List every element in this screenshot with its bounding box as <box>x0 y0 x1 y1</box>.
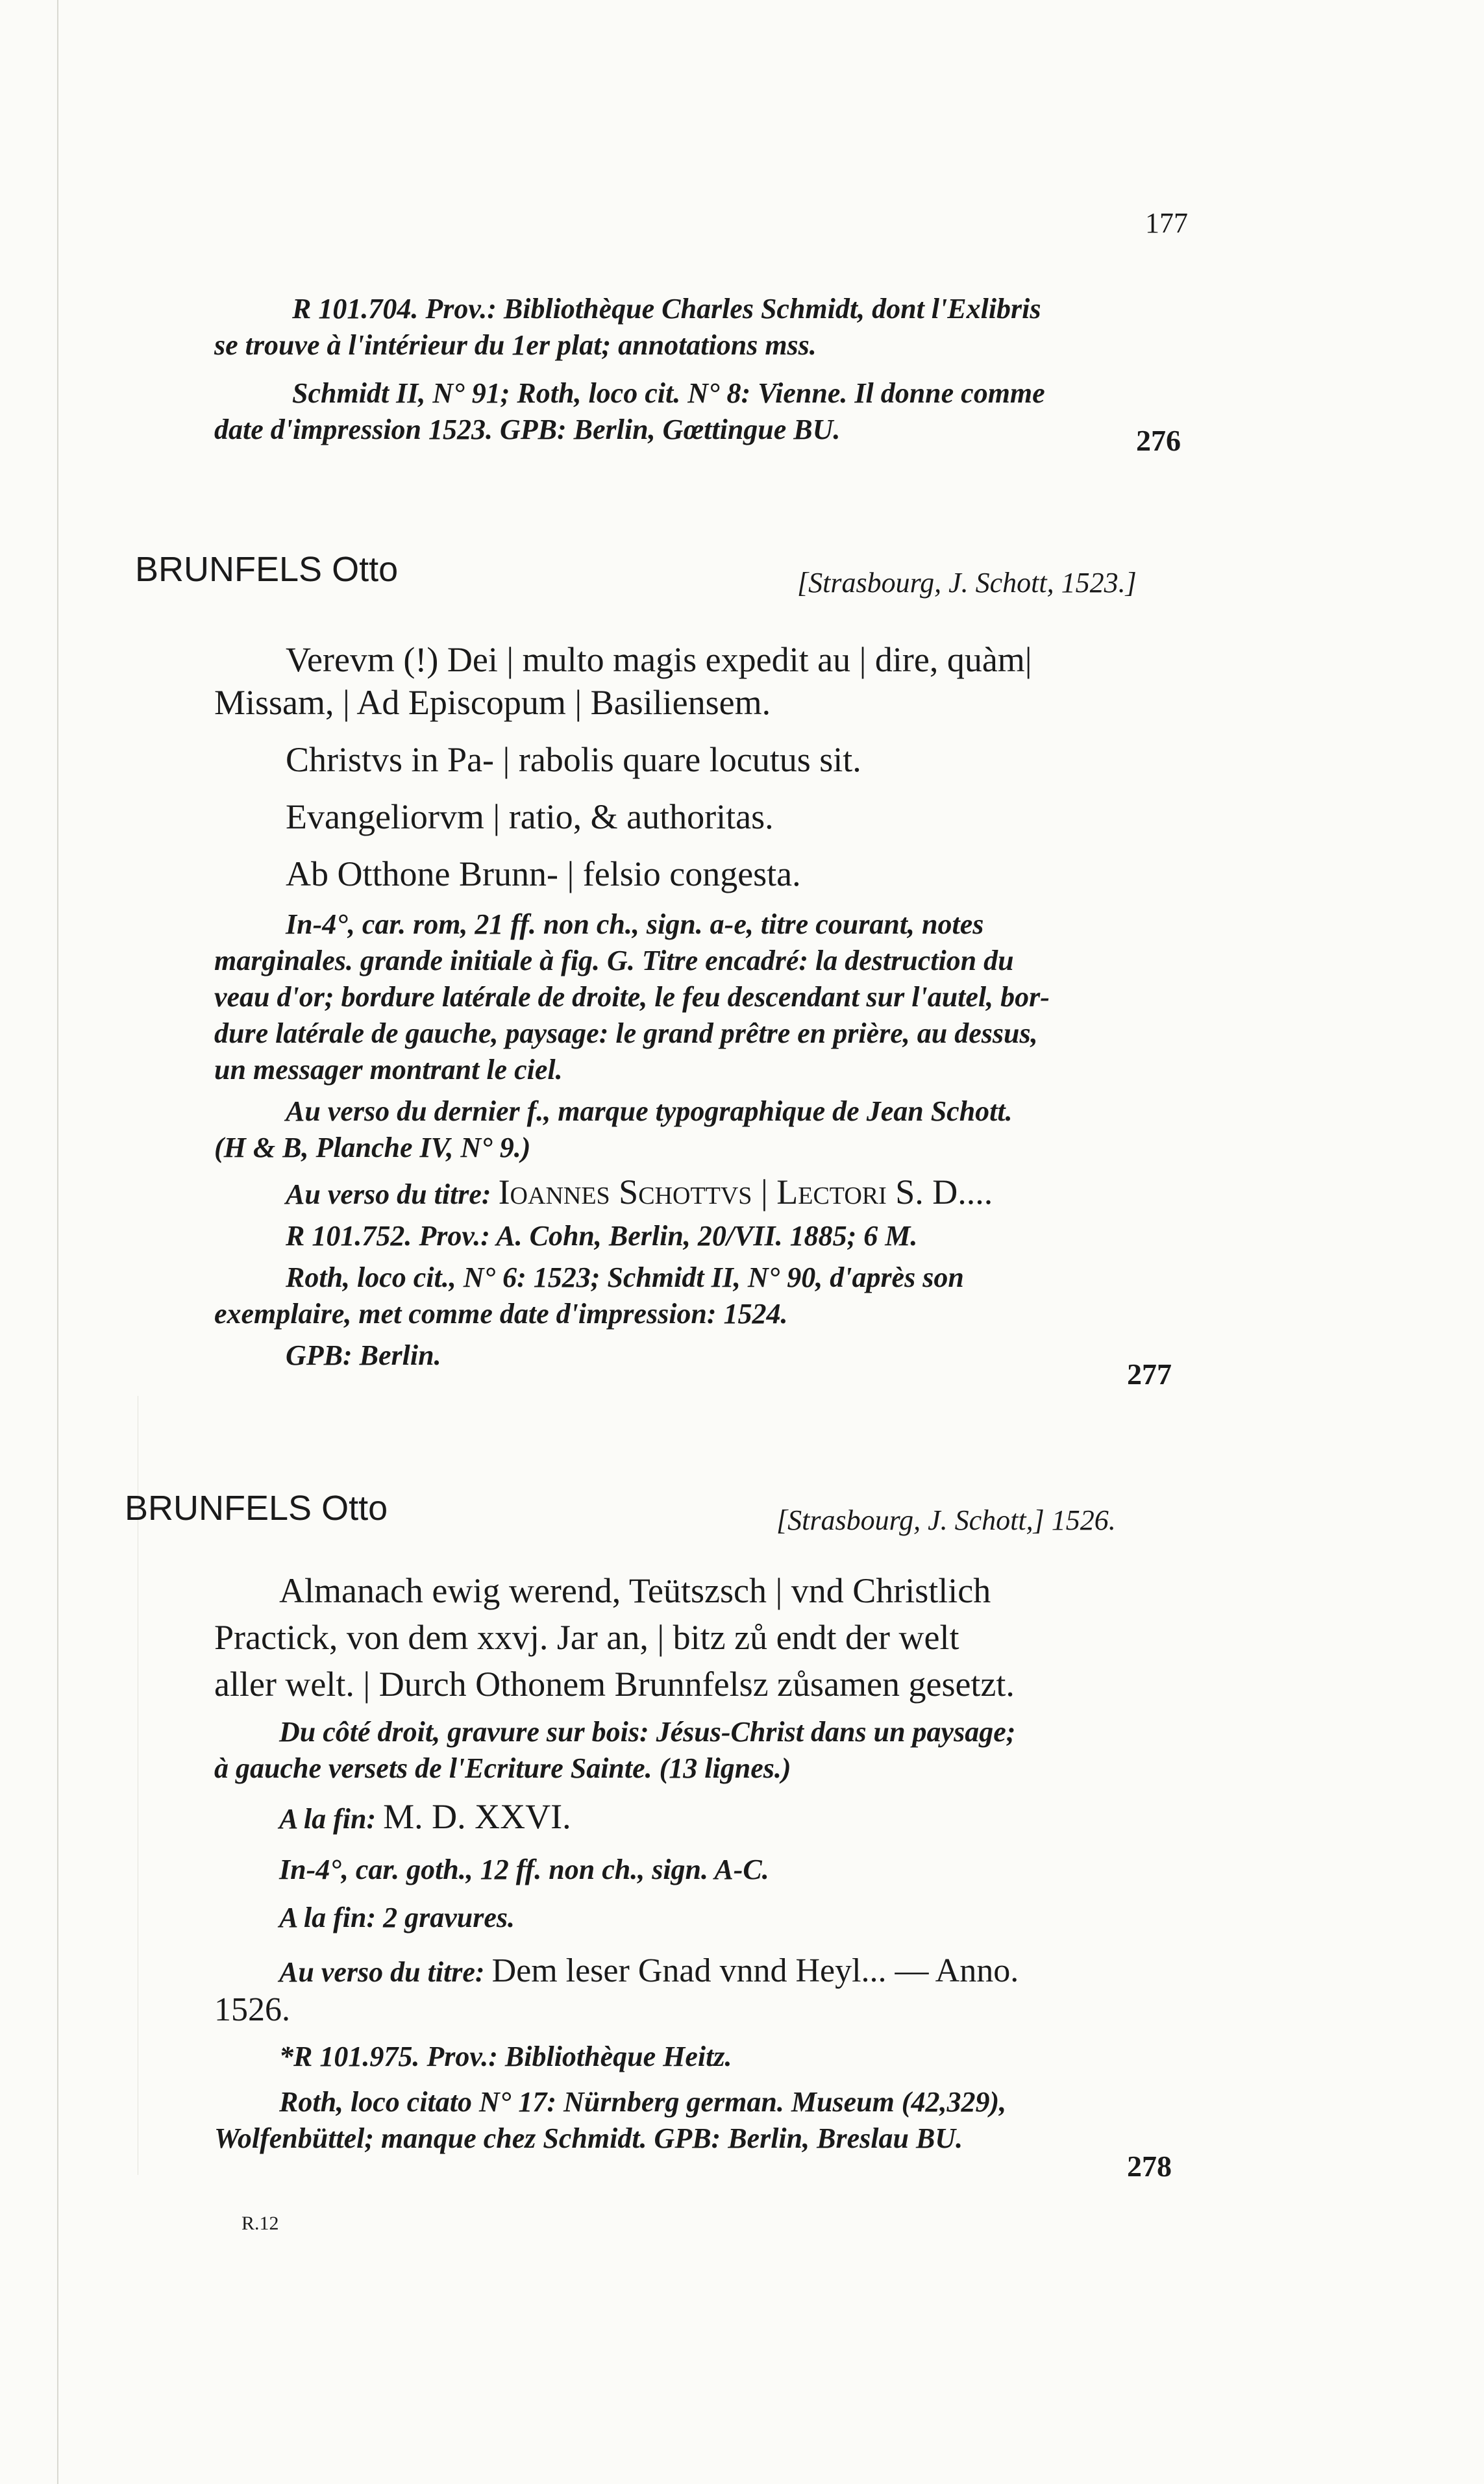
ref-line: Roth, loco cit., N° 6: 1523; Schmidt II, N° 90, d'après son <box>286 1261 964 1293</box>
entry-number: 277 <box>1127 1358 1172 1391</box>
entry-imprint: [Strasbourg, J. Schott, 1523.] <box>797 567 1137 599</box>
title-line: Practick, von dem xxvj. Jar an, | bitz zů endt der welt <box>214 1618 959 1657</box>
entry-276-line: date d'impression 1523. GPB: Berlin, Gœttingue BU. <box>214 414 841 445</box>
verso-text: Ioannes Schottvs | Lectori S. D.... <box>498 1173 993 1211</box>
verso-text: Dem leser Gnad vnnd Heyl... — Anno. <box>491 1952 1019 1989</box>
desc-line: A la fin: 2 gravures. <box>279 1902 515 1933</box>
entry-276-line: se trouve à l'intérieur du 1er plat; annotations mss. <box>214 329 817 361</box>
entry-277-description <box>214 906 1194 1374</box>
scan-edge-line <box>57 0 58 2484</box>
entry-276-line: R 101.704. Prov.: Bibliothèque Charles Schmidt, dont l'Exlibris <box>292 293 1041 325</box>
verso-label: Au verso du titre: <box>279 1956 485 1988</box>
title-line: Missam, | Ad Episcopum | Basiliensem. <box>214 683 771 722</box>
desc-line: dure latérale de gauche, paysage: le grand prêtre en prière, au dessus, <box>214 1017 1038 1049</box>
desc-line: Au verso du dernier f., marque typographique de Jean Schott. <box>286 1095 1013 1127</box>
desc-line: veau d'or; bordure latérale de droite, le feu descendant sur l'autel, bor- <box>214 981 1050 1013</box>
title-line: Evangeliorvm | ratio, & authoritas. <box>286 797 774 836</box>
page-number: 177 <box>1145 207 1188 239</box>
ref-line: Wolfenbüttel; manque chez Schmidt. GPB: Berlin, Breslau BU. <box>214 2122 963 2154</box>
ref-line: exemplaire, met comme date d'impression: 1524. <box>214 1298 788 1330</box>
verso-label: Au verso du titre: <box>286 1178 491 1210</box>
desc-line: Du côté droit, gravure sur bois: Jésus-Christ dans un paysage; <box>279 1716 1016 1748</box>
title-line: Christvs in Pa- | rabolis quare locutus sit. <box>286 740 861 779</box>
format-line: In-4°, car. goth., 12 ff. non ch., sign. A-C. <box>279 1854 769 1885</box>
printer-signature: R.12 <box>241 2213 279 2234</box>
title-line: Verevm (!) Dei | multo magis expedit au | dire, quàm| <box>286 640 1032 679</box>
entry-278-title <box>214 1567 1194 1708</box>
fin-label: A la fin: <box>279 1803 377 1835</box>
desc-line: marginales. grande initiale à fig. G. Titre encadré: la destruction du <box>214 945 1014 976</box>
desc-line: (H & B, Planche IV, N° 9.) <box>214 1132 531 1163</box>
entry-276 <box>214 291 1194 448</box>
verso-titre-line <box>214 1174 1194 1213</box>
fin-text: M. D. XXVI. <box>383 1797 571 1836</box>
title-line: Almanach ewig werend, Teütszsch | vnd Christlich <box>279 1571 991 1610</box>
gpb-line: GPB: Berlin. <box>286 1339 441 1371</box>
entry-author: BRUNFELS Otto <box>125 1489 388 1528</box>
ref-line: Roth, loco citato N° 17: Nürnberg german. Museum (42,329), <box>279 2086 1007 2118</box>
prov-line: R 101.752. Prov.: A. Cohn, Berlin, 20/VII. 1885; 6 M. <box>286 1220 918 1252</box>
fin-line <box>214 1798 1194 1837</box>
prov-line: *R 101.975. Prov.: Bibliothèque Heitz. <box>279 2041 732 2072</box>
year-line: 1526. <box>214 1991 290 2028</box>
entry-number: 278 <box>1127 2150 1172 2183</box>
title-line: aller welt. | Durch Othonem Brunnfelsz zůsamen gesetzt. <box>214 1665 1015 1704</box>
entry-imprint: [Strasbourg, J. Schott,] 1526. <box>776 1504 1116 1536</box>
title-line: Ab Otthone Brunn- | felsio congesta. <box>286 854 801 893</box>
desc-line: à gauche versets de l'Ecriture Sainte. (13 lignes.) <box>214 1752 791 1784</box>
entry-276-line: Schmidt II, N° 91; Roth, loco cit. N° 8: Vienne. Il donne comme <box>292 377 1045 409</box>
entry-number: 276 <box>1136 424 1181 457</box>
entry-278-description <box>214 1714 1194 2157</box>
entry-277-title <box>214 636 1194 897</box>
verso-titre-line <box>214 1953 1194 1991</box>
entry-author: BRUNFELS Otto <box>135 550 399 589</box>
desc-line: In-4°, car. rom, 21 ff. non ch., sign. a-e, titre courant, notes <box>286 908 984 940</box>
desc-line: un messager montrant le ciel. <box>214 1054 563 1086</box>
